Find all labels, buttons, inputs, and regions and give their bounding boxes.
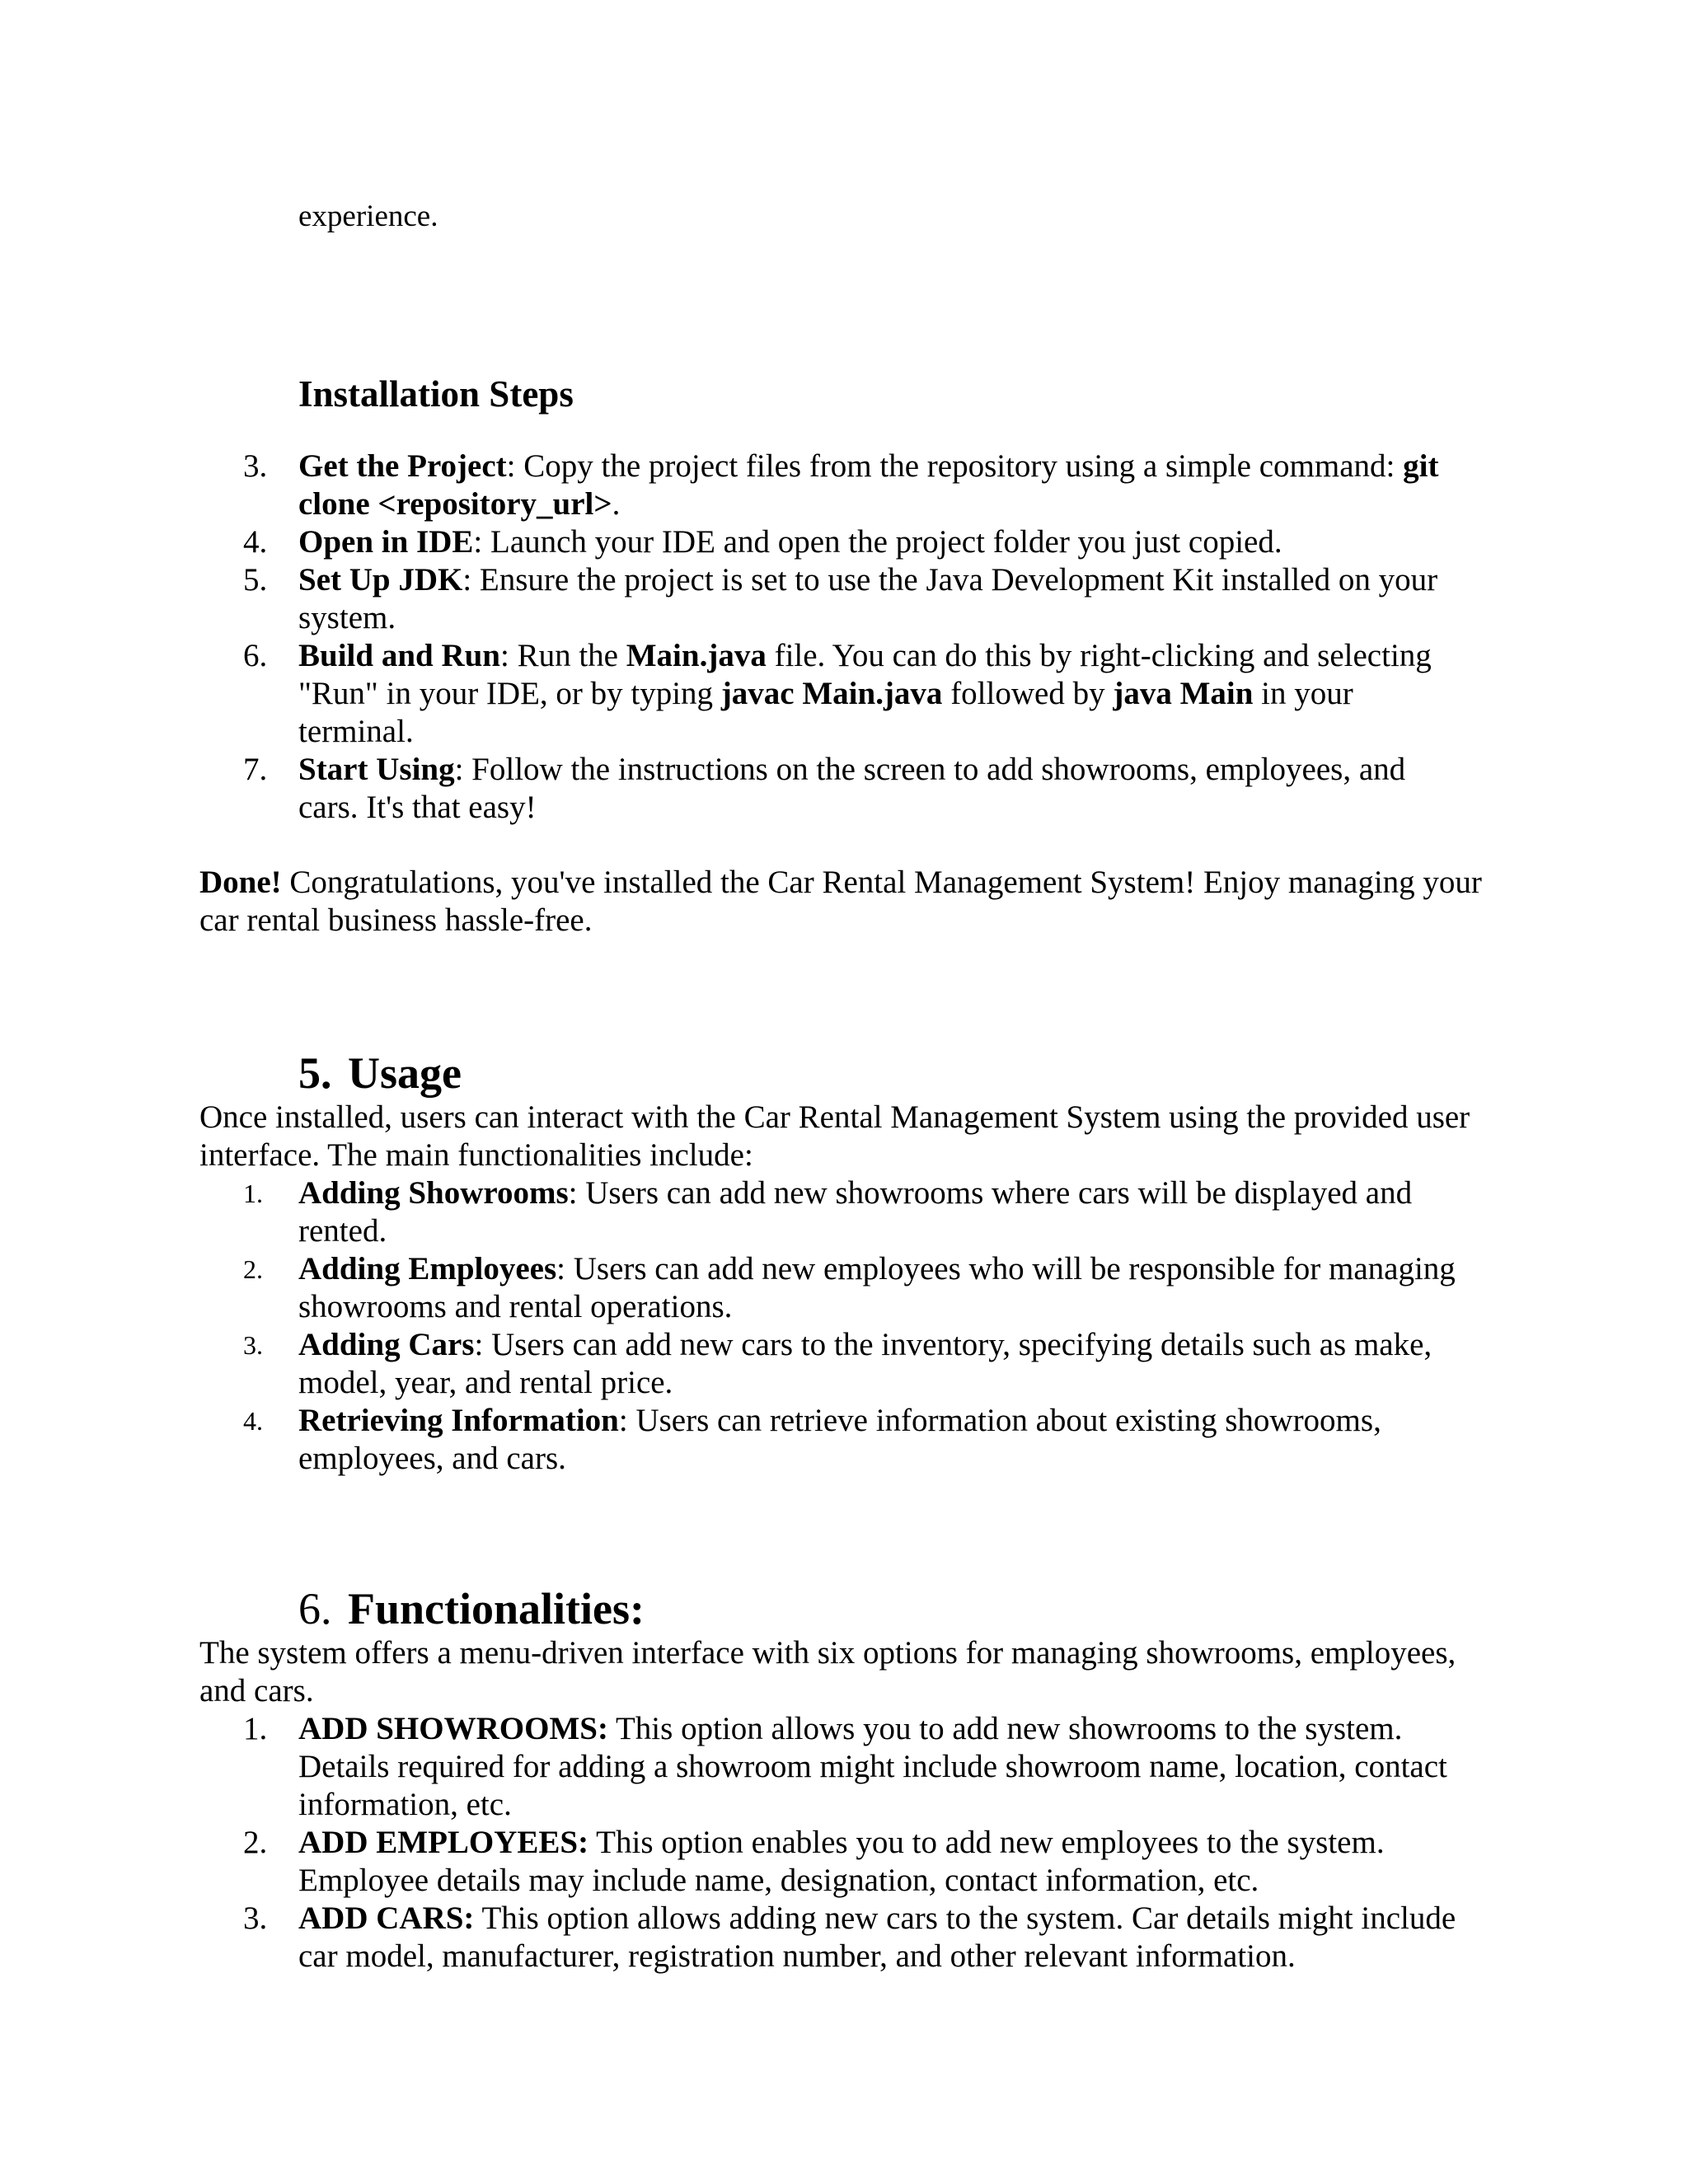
- step-text: : Launch your IDE and open the project folder you just copied.: [473, 524, 1282, 560]
- functionalities-intro: The system offers a menu-driven interface with six options for managing showrooms, employees, and cars.: [199, 1635, 1456, 1708]
- step-text: : Ensure the project is set to use the Java Development Kit installed on your system.: [298, 562, 1438, 635]
- list-marker: 7.: [243, 752, 268, 787]
- item-text: : Users can add new showrooms where cars will be displayed and rented.: [298, 1175, 1413, 1249]
- section-title: Functionalities:: [348, 1584, 645, 1633]
- done-paragraph: [199, 864, 1485, 940]
- item-title: ADD EMPLOYEES:: [298, 1825, 589, 1860]
- item-text: : Users can add new cars to the inventory, specifying details such as make, model, year, and rental price.: [298, 1327, 1432, 1400]
- step-text-end: .: [612, 486, 621, 522]
- list-item: [0, 523, 1525, 561]
- continued-text: experience.: [298, 199, 438, 233]
- list-item: [0, 751, 1469, 827]
- item-title: ADD CARS:: [298, 1900, 475, 1936]
- list-item: [0, 1900, 1469, 1975]
- item-title: ADD SHOWROOMS:: [298, 1711, 608, 1746]
- inline-command: javac Main.java: [720, 676, 943, 711]
- list-item: [0, 1174, 1469, 1250]
- step-text: in your terminal.: [298, 676, 1353, 749]
- step-text: : Copy the project files from the repository using a simple command:: [506, 448, 1404, 484]
- step-title: Set Up JDK: [298, 562, 463, 598]
- list-marker: 5.: [243, 562, 268, 598]
- section-number: 5.: [298, 1048, 332, 1098]
- step-title: Get the Project: [298, 448, 507, 484]
- list-marker: 3.: [243, 448, 268, 484]
- list-item: [0, 448, 1469, 523]
- list-marker: 4.: [243, 1406, 263, 1436]
- section-heading-usage: [298, 1047, 462, 1099]
- item-text: This option allows you to add new showrooms to the system. Details required for adding a showroom might include showroom name, location, contact information, etc.: [298, 1711, 1447, 1822]
- list-marker: 3.: [243, 1900, 268, 1936]
- item-title: Retrieving Information: [298, 1403, 619, 1438]
- item-text: : Users can add new employees who will be responsible for managing showrooms and rental operations.: [298, 1251, 1456, 1324]
- usage-intro: Once installed, users can interact with the Car Rental Management System using the provided user interface. The main functionalities include:: [199, 1099, 1470, 1173]
- functionalities-list: [0, 1710, 1525, 1975]
- installation-steps-list: [0, 448, 1525, 827]
- step-text: : Run the: [500, 638, 626, 673]
- step-title: Start Using: [298, 752, 455, 787]
- list-item: [0, 1824, 1469, 1900]
- list-item: [0, 1250, 1485, 1326]
- done-label: Done!: [199, 865, 282, 900]
- list-item: [0, 561, 1469, 637]
- list-marker: 3.: [243, 1330, 263, 1360]
- list-marker: 1.: [243, 1711, 268, 1746]
- item-title: Adding Employees: [298, 1251, 557, 1286]
- list-marker: 2.: [243, 1254, 263, 1284]
- item-text: : Users can retrieve information about existing showrooms, employees, and cars.: [298, 1403, 1381, 1476]
- done-text: Congratulations, you've installed the Car Rental Management System! Enjoy managing your car rental business hassle-free.: [199, 865, 1482, 938]
- list-item: [0, 1710, 1485, 1824]
- list-item: [0, 1326, 1469, 1402]
- list-marker: 2.: [243, 1825, 268, 1860]
- list-marker: 6.: [243, 638, 268, 673]
- item-text: This option allows adding new cars to the system. Car details might include car model, manufacturer, registration number, and other relevant information.: [298, 1900, 1456, 1974]
- item-title: Adding Showrooms: [298, 1175, 569, 1211]
- step-title: Open in IDE: [298, 524, 474, 560]
- section-title: Usage: [348, 1048, 462, 1098]
- list-item: [0, 1402, 1469, 1478]
- section-number: 6.: [298, 1584, 332, 1633]
- installation-heading: Installation Steps: [298, 373, 574, 415]
- step-text: followed by: [942, 676, 1114, 711]
- inline-filename: Main.java: [626, 638, 767, 673]
- list-marker: 4.: [243, 524, 268, 560]
- item-title: Adding Cars: [298, 1327, 475, 1362]
- section-heading-functionalities: [298, 1582, 645, 1635]
- list-marker: 1.: [243, 1179, 263, 1208]
- list-item: [0, 637, 1469, 751]
- step-title: Build and Run: [298, 638, 500, 673]
- step-text: : Follow the instructions on the screen to add showrooms, employees, and cars. It's that easy!: [298, 752, 1406, 825]
- item-text: This option enables you to add new employees to the system. Employee details may include name, designation, contact information, etc.: [298, 1825, 1385, 1898]
- usage-list: [0, 1174, 1525, 1478]
- inline-command: git clone <repository_url>: [298, 448, 1439, 522]
- inline-command: java Main: [1113, 676, 1254, 711]
- step-text: file. You can do this by right-clicking and selecting "Run" in your IDE, or by typing: [298, 638, 1432, 711]
